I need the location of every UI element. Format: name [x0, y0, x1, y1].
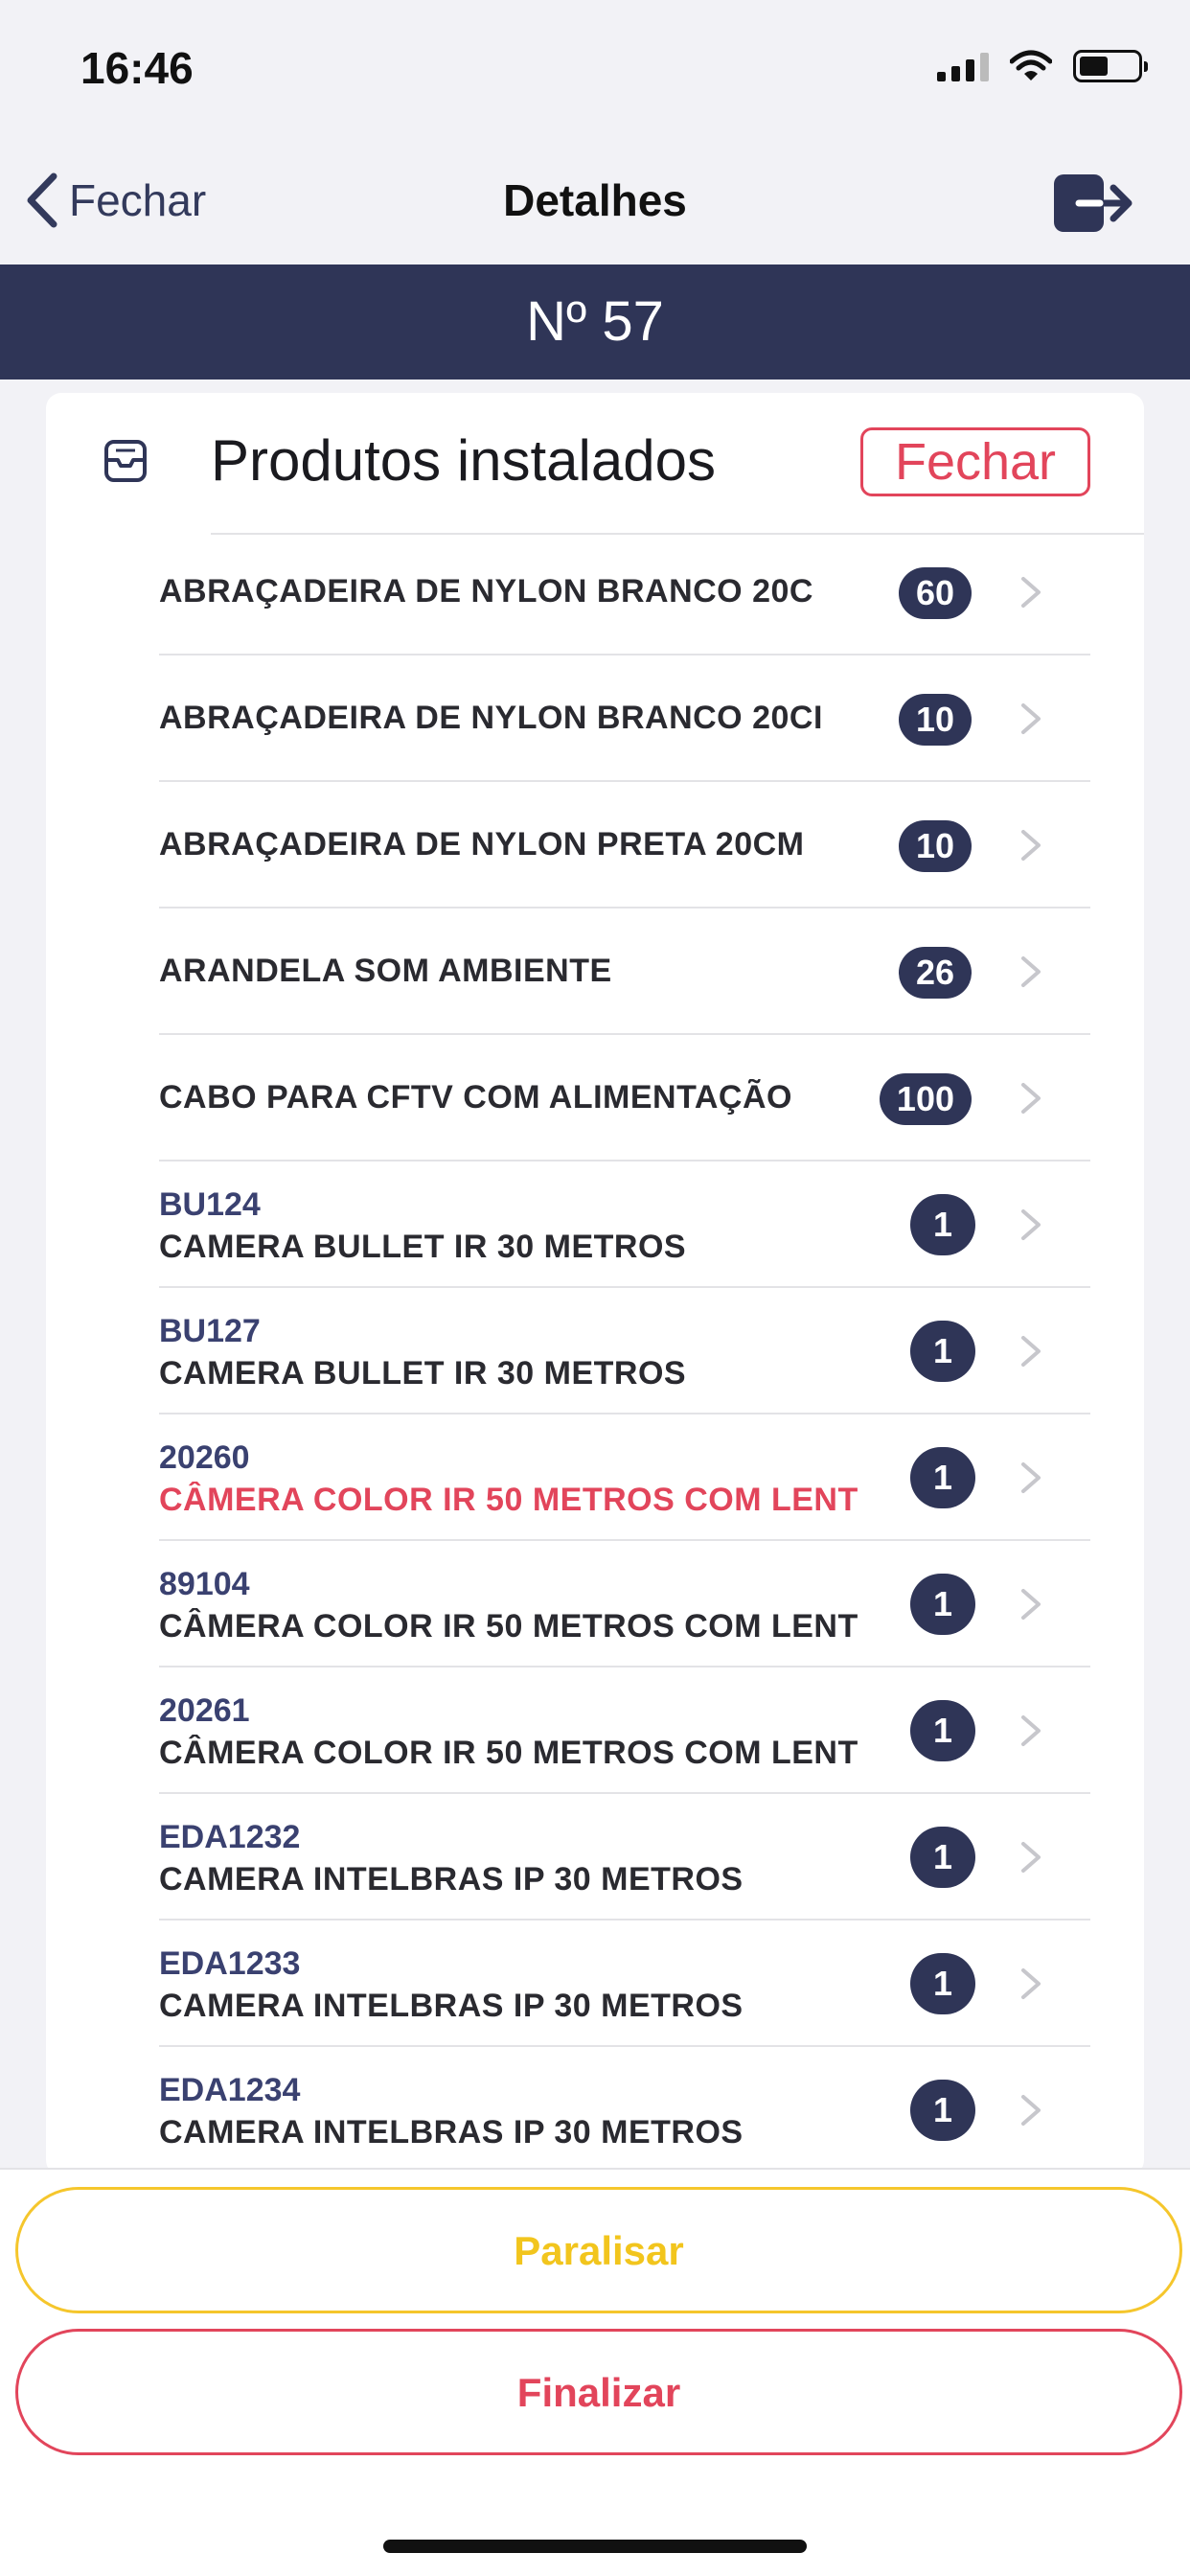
order-number: Nº 57: [0, 264, 1190, 380]
product-row[interactable]: [46, 1288, 1144, 1414]
quantity-badge: 10: [899, 820, 972, 872]
home-indicator: [383, 2540, 807, 2553]
chevron-right-icon: [1018, 573, 1044, 611]
chevron-right-icon: [1018, 2091, 1044, 2129]
footer-actions: [0, 2168, 1190, 2576]
quantity-badge: 1: [910, 1321, 975, 1382]
product-name: CAMERA BULLET IR 30 METROS: [159, 1355, 687, 1392]
product-code: 89104: [159, 1566, 250, 1602]
chevron-right-icon: [1018, 1332, 1044, 1370]
quantity-badge: 1: [910, 1953, 975, 2014]
product-row[interactable]: [46, 1414, 1144, 1541]
chevron-right-icon: [1018, 1206, 1044, 1244]
product-name: ARANDELA SOM AMBIENTE: [159, 953, 612, 989]
pause-button[interactable]: Paralisar: [15, 2187, 1182, 2313]
divider: [0, 2168, 1190, 2170]
quantity-badge: 10: [899, 694, 972, 746]
quantity-badge: 1: [910, 1827, 975, 1888]
product-code: EDA1234: [159, 2072, 301, 2108]
product-name: CAMERA INTELBRAS IP 30 METROS: [159, 2114, 744, 2150]
status-time: 16:46: [80, 43, 194, 93]
product-name: CÂMERA COLOR IR 50 METROS COM LENT: [159, 1735, 858, 1771]
product-row[interactable]: [46, 1035, 1144, 1162]
product-list: [46, 529, 1144, 2174]
quantity-badge: 26: [899, 947, 972, 999]
product-code: EDA1232: [159, 1819, 301, 1855]
nav-bar: [0, 153, 1190, 259]
product-code: EDA1233: [159, 1945, 301, 1982]
quantity-badge: 1: [910, 1194, 975, 1255]
section-title: Produtos instalados: [211, 428, 716, 493]
status-icons: [937, 50, 1142, 82]
product-name: CABO PARA CFTV COM ALIMENTAÇÃO: [159, 1079, 792, 1116]
quantity-badge: 100: [880, 1073, 972, 1125]
finish-button[interactable]: Finalizar: [15, 2329, 1182, 2455]
product-name: ABRAÇADEIRA DE NYLON PRETA 20CM: [159, 826, 805, 862]
card-header: [46, 393, 1144, 537]
product-row[interactable]: [46, 1794, 1144, 1920]
product-row[interactable]: [46, 529, 1144, 656]
chevron-right-icon: [1018, 826, 1044, 864]
chevron-right-icon: [1018, 1079, 1044, 1117]
product-name: ABRAÇADEIRA DE NYLON BRANCO 20C: [159, 573, 813, 610]
chevron-right-icon: [1018, 1965, 1044, 2003]
chevron-right-icon: [1018, 1712, 1044, 1750]
quantity-badge: 60: [899, 567, 972, 619]
chevron-right-icon: [1018, 700, 1044, 738]
page-title: Detalhes: [503, 175, 687, 225]
product-name: CAMERA INTELBRAS IP 30 METROS: [159, 1861, 744, 1898]
quantity-badge: 1: [910, 1447, 975, 1508]
status-bar: [0, 0, 1190, 144]
quantity-badge: 1: [910, 1574, 975, 1635]
product-row[interactable]: [46, 1668, 1144, 1794]
inbox-tray-icon: [102, 437, 149, 485]
product-code: 20261: [159, 1692, 250, 1729]
product-row[interactable]: [46, 1162, 1144, 1288]
chevron-right-icon: [1018, 1459, 1044, 1497]
product-name: CAMERA INTELBRAS IP 30 METROS: [159, 1988, 744, 2024]
product-row[interactable]: [46, 908, 1144, 1035]
product-name: CÂMERA COLOR IR 50 METROS COM LENT: [159, 1482, 858, 1518]
product-code: BU127: [159, 1313, 261, 1349]
product-row[interactable]: [46, 2047, 1144, 2174]
quantity-badge: 1: [910, 2080, 975, 2141]
product-row[interactable]: [46, 1920, 1144, 2047]
product-code: 20260: [159, 1439, 250, 1476]
chevron-right-icon: [1018, 1585, 1044, 1623]
chevron-right-icon: [1018, 953, 1044, 991]
back-label: Fechar: [69, 175, 207, 225]
quantity-badge: 1: [910, 1700, 975, 1761]
product-name: CAMERA BULLET IR 30 METROS: [159, 1229, 687, 1265]
battery-icon: [1073, 50, 1142, 82]
chevron-right-icon: [1018, 1838, 1044, 1876]
wifi-icon: [1010, 50, 1052, 82]
signal-icon: [937, 51, 989, 81]
installed-products-card: [46, 393, 1144, 2175]
product-row[interactable]: [46, 656, 1144, 782]
product-name: ABRAÇADEIRA DE NYLON BRANCO 20CI: [159, 700, 823, 736]
product-row[interactable]: [46, 1541, 1144, 1668]
product-row[interactable]: [46, 782, 1144, 908]
close-section-button[interactable]: Fechar: [860, 427, 1090, 496]
exit-icon[interactable]: [1050, 169, 1136, 238]
product-code: BU124: [159, 1186, 261, 1223]
product-name: CÂMERA COLOR IR 50 METROS COM LENT: [159, 1608, 858, 1644]
